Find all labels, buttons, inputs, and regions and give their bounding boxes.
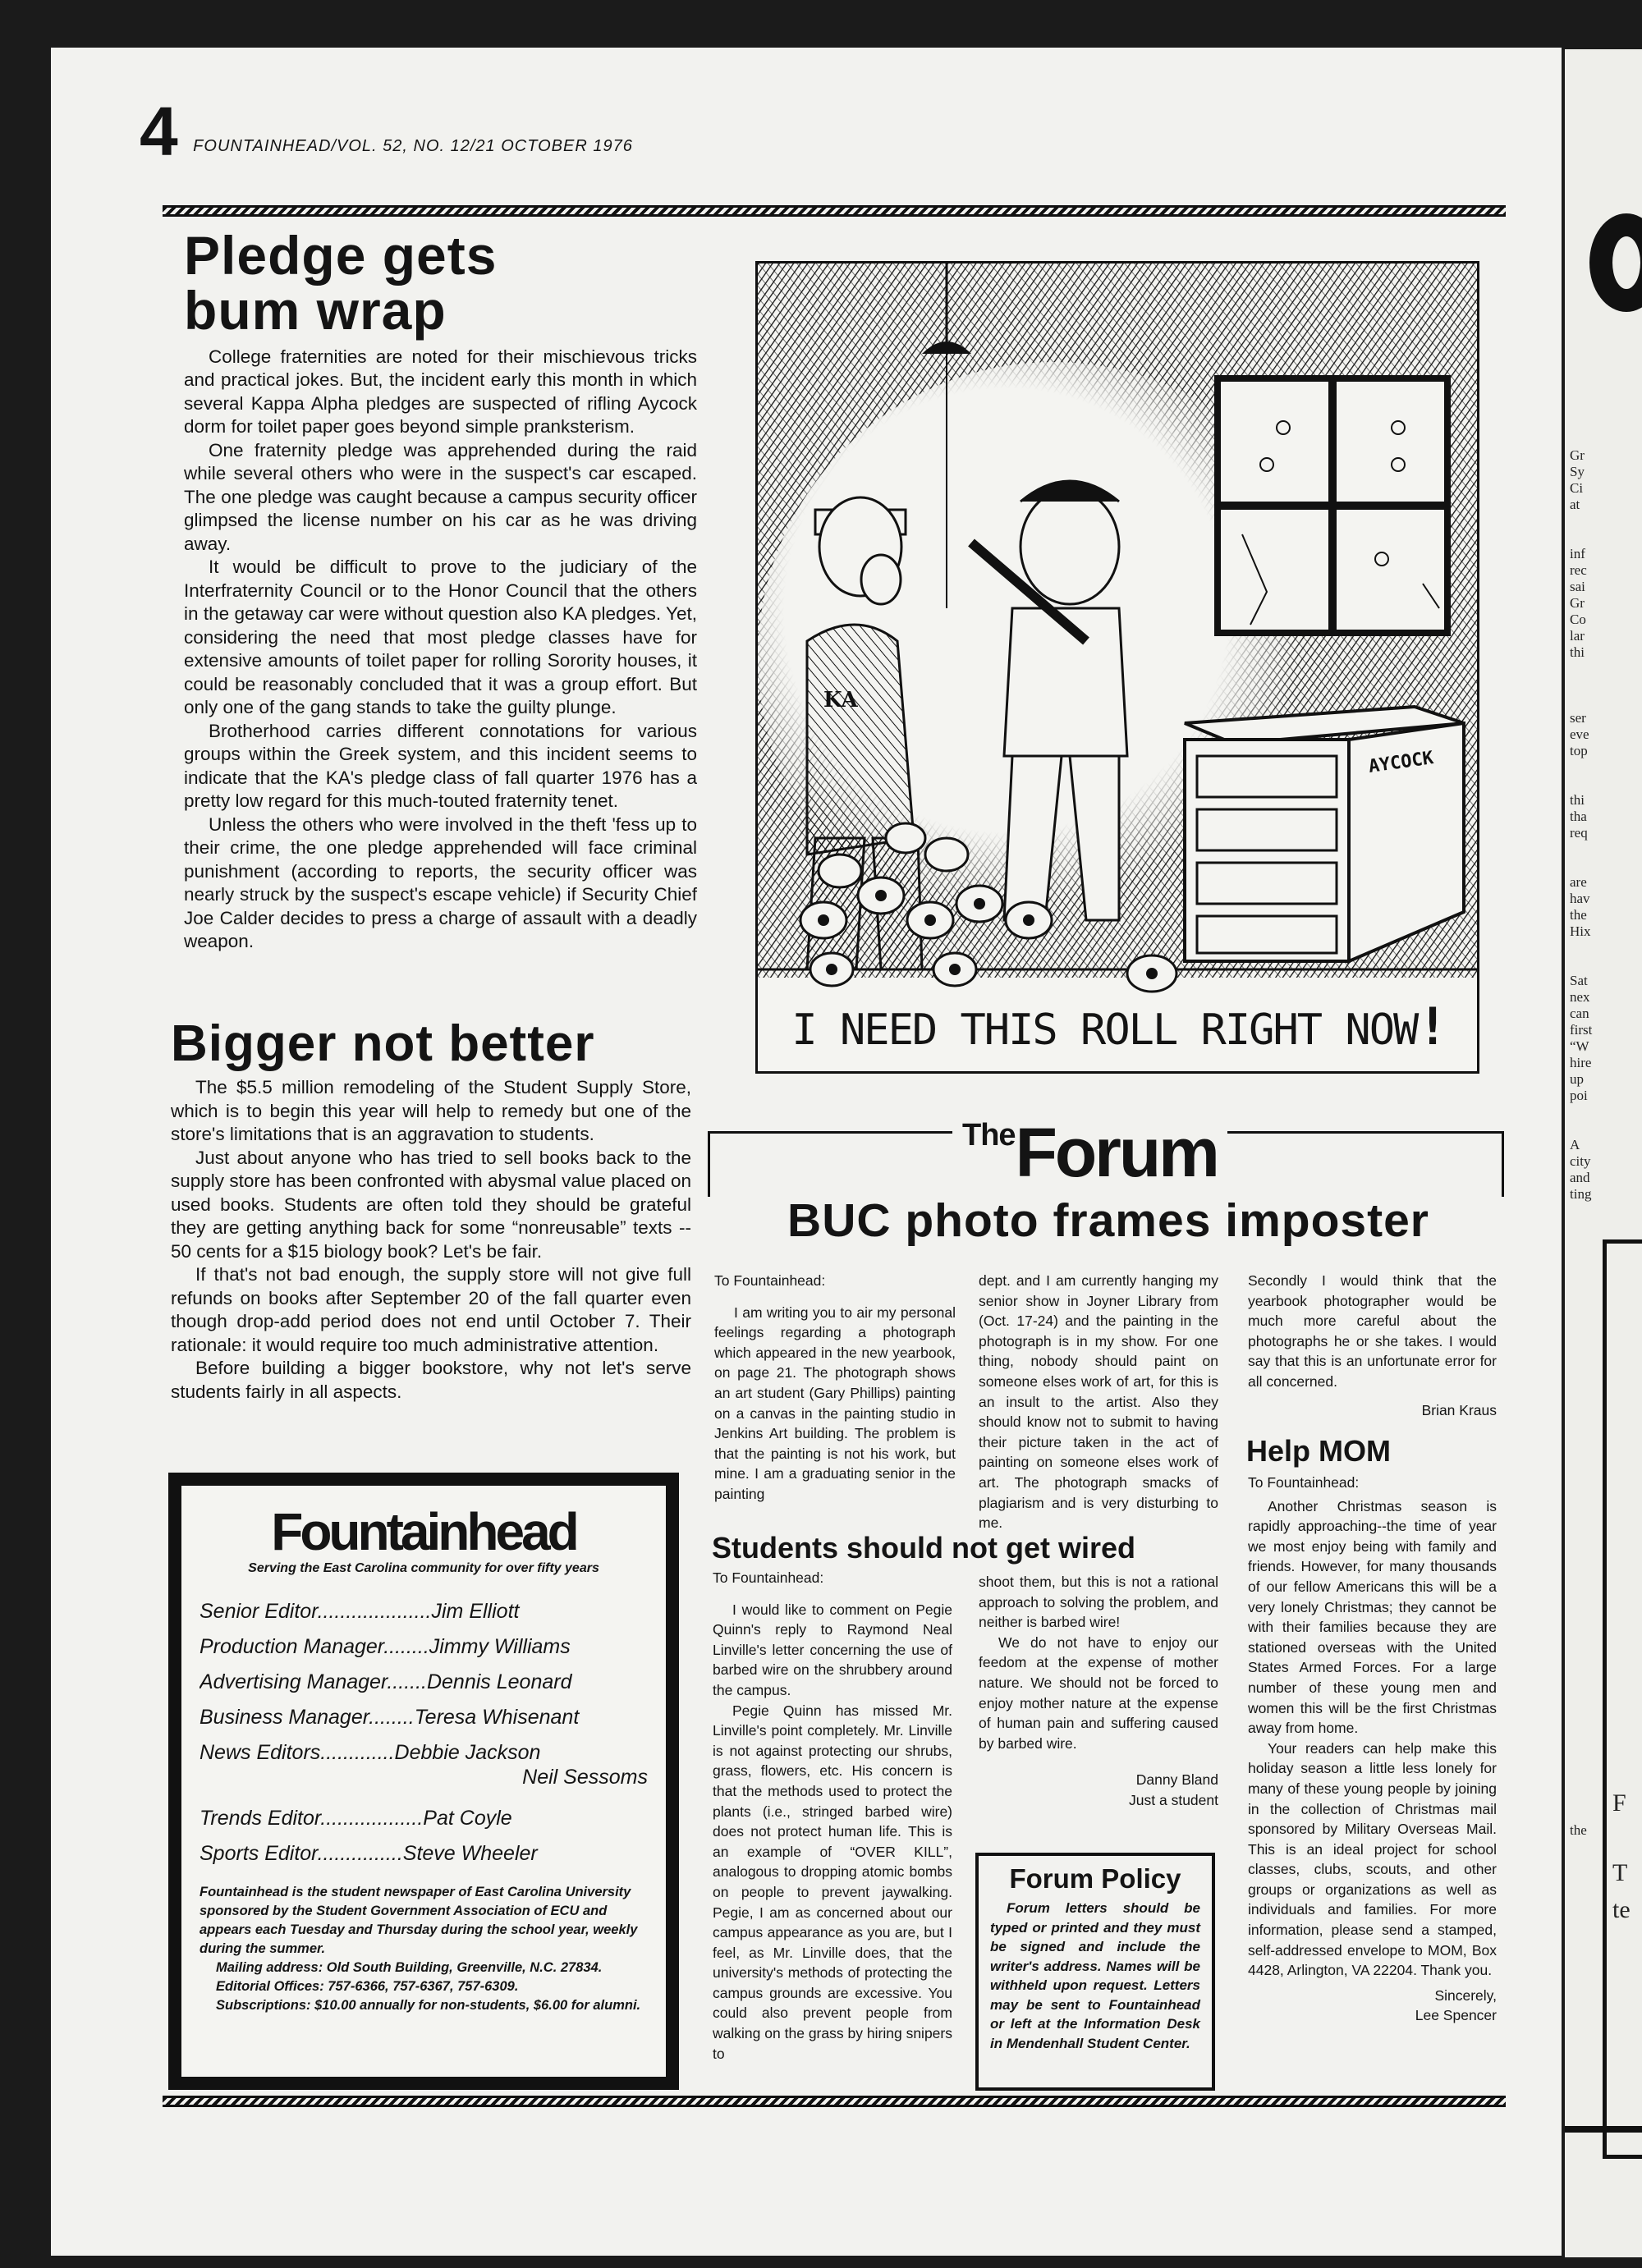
editorial-cartoon	[755, 261, 1479, 1074]
adjacent-text-fragment: lar	[1570, 628, 1585, 644]
forum-the: The	[962, 1118, 1016, 1152]
adjacent-text-fragment: “W	[1570, 1038, 1589, 1054]
paragraph: College fraternities are noted for their mischievous tricks and practical jokes. But, the incident early this month in which several Kappa Alpha pledges are suspected of rifling Aycock dorm for toilet paper goes beyond simple pranksterism.	[184, 346, 697, 438]
adjacent-text-fragment: at	[1570, 497, 1580, 512]
staff-line: Sports Editor...............Steve Wheeler	[200, 1842, 538, 1865]
letter-signature: Just a student	[1129, 1791, 1218, 1808]
adjacent-text-fragment: Gr	[1570, 447, 1585, 463]
adjacent-text-fragment: can	[1570, 1006, 1589, 1021]
adjacent-text-fragment: the	[1570, 907, 1587, 923]
letter-text: I am writing you to air my personal feelings regarding a photograph which appeared in the new yearbook, on page 21. The photograph shows an art student (Gary Phillips) painting on a canvas in the painting studio in Jenkins Art building. The problem is that the painting is not his work, but mine. I am a graduating senior in the painting	[714, 1304, 956, 1502]
dresser-label: AYCOCK	[1367, 748, 1435, 777]
info-line: Editorial Offices: 757-6366, 757-6367, 757-6309.	[216, 1979, 519, 1994]
editorial-headline: Pledge gets bum wrap	[184, 225, 498, 341]
letter-wired-headline: Students should not get wired	[712, 1531, 1135, 1565]
adjacent-text-fragment: inf	[1570, 546, 1585, 561]
info-line: Subscriptions: $10.00 annually for non-students, $6.00 for alumni.	[216, 1998, 641, 2013]
adjacent-text-fragment: sai	[1570, 579, 1585, 594]
letter-text: Secondly I would think that the yearbook photographer would be much more careful about the photographs he or she takes. I would say that this is an unfortunate error for all concerned.	[1248, 1272, 1497, 1390]
adjacent-text-fragment: hire	[1570, 1055, 1592, 1070]
editorial-bigger	[171, 1015, 691, 1404]
adjacent-text-fragment: up	[1570, 1071, 1584, 1087]
adjacent-text-fragment: Hix	[1570, 923, 1591, 939]
adjacent-text-fragment: F	[1612, 1789, 1626, 1817]
paragraph: Just about anyone who has tried to sell books back to the supply store has been confronted with abysmal value placed on used books. Students are often told they should be grateful they are getting anything back for some “nonreusable” texts -- 50 cents for a $15 biology book? Let's be fair.	[171, 1147, 691, 1262]
adjacent-page-rule	[1565, 2126, 1642, 2133]
adjacent-text-fragment: and	[1570, 1170, 1590, 1185]
top-decorative-rule	[163, 205, 1506, 217]
issue-line: FOUNTAINHEAD/VOL. 52, NO. 12/21 OCTOBER 1976	[193, 137, 633, 155]
letter-text: dept. and I am currently hanging my senior show in Joyner Library from (Oct. 17-24) and the painting in the photograph is in my show. For one thing, nobody should paint on someone elses work of art, for this is an insult to the artist. Also they should know not to submit to having their picture taken in the act of painting on someone elses work of art. The photograph smacks of plagiarism and is very disturbing to me.	[979, 1272, 1218, 1532]
forum-policy-text: Forum letters should be typed or printed and they must be signed and include the writer's address. Names will be withheld upon request. Letters may be sent to Fountainhead or left at the Information Desk in Mendenhall Student Center.	[990, 1900, 1200, 2051]
cartoon-caption	[782, 997, 1456, 1056]
forum-policy-box	[975, 1853, 1215, 2091]
info-line: Mailing address: Old South Building, Greenville, N.C. 27834.	[216, 1960, 603, 1975]
letter-mom-headline: Help MOM	[1246, 1434, 1391, 1468]
adjacent-text-fragment: T	[1612, 1859, 1628, 1886]
page-folio	[140, 93, 633, 170]
masthead-logo: Fountainhead	[271, 1502, 576, 1561]
adjacent-text-fragment: are	[1570, 874, 1587, 890]
letter-signature: Brian Kraus	[1421, 1401, 1497, 1418]
staff-line: Trends Editor..................Pat Coyle	[200, 1807, 512, 1830]
caption-text: I NEED THIS ROLL RIGHT NOW	[791, 1006, 1418, 1055]
adjacent-text-fragment: req	[1570, 825, 1588, 841]
adjacent-text-fragment: rec	[1570, 562, 1587, 578]
caption-exclaim: !	[1417, 997, 1447, 1056]
paragraph: The $5.5 million remodeling of the Student Supply Store, which is to begin this year will help to remedy but one of the store's limitations that is an aggravation to students.	[171, 1077, 691, 1145]
editorial-body	[184, 346, 697, 954]
adjacent-text-fragment: nex	[1570, 989, 1590, 1005]
staff-list	[200, 1594, 648, 1872]
staff-line: Production Manager........Jimmy Williams	[200, 1635, 571, 1658]
forum-headline: BUC photo frames imposter	[787, 1194, 1429, 1247]
cartoon-drawing	[758, 263, 1479, 1074]
adjacent-text-fragment: first	[1570, 1022, 1593, 1038]
letter-buc-col1	[714, 1271, 956, 1505]
staff-line: Neil Sessoms	[522, 1766, 648, 1789]
letter-mom-body	[1248, 1473, 1497, 2026]
paragraph: Before building a bigger bookstore, why not let's serve students fairly in all aspects.	[171, 1358, 691, 1402]
letter-text: Another Christmas season is rapidly approaching--the time of year we most enjoy being with family and friends. However, for many thousands of our fellow Americans this will be a very lonely Christmas; they cannot be with their families because they are stationed overseas with the United States Armed Forces. For a large number of these young men and women this will be the first Christmas away from home.	[1248, 1497, 1497, 1737]
adjacent-text-fragment: tha	[1570, 809, 1587, 824]
letter-text: Pegie Quinn has missed Mr. Linville's point completely. Mr. Linville is not against protecting our shrubs, grass, flowers, etc. His concern is that the methods used to protect the plants (i.e., stringed barbed wire) does not protect human life. This is an example of “OVER KILL”, analogous to dropping atomic bombs on people to prevent jaywalking. Pegie, I am as concerned about our campus appearance as you are, but I feel, as Mr. Linville does, that the university's methods of protecting the campus grounds are excessive. You could also prevent people from walking on the grass by hiring snipers to	[713, 1702, 952, 2062]
letter-text: We do not have to enjoy our feedom at the expense of mother nature. We should not be forced to enjoy mother nature at the expense of human pain and suffering caused by barbed wire.	[979, 1633, 1218, 1752]
editorial-body	[171, 1076, 691, 1404]
masthead-tagline: Serving the East Carolina community for over fifty years	[248, 1561, 599, 1575]
paragraph: It would be difficult to prove to the judiciary of the Interfraternity Council or to the Honor Council that the others in the getaway car were without question also KA pledges. Yet, considering the need that most pledge classes have for extensive amounts of toilet paper for rolling Sorority houses, it could be reasonably concluded that it was a group effort. But only one of the gang stands to take the guilty plunge.	[184, 557, 697, 718]
adjacent-text-fragment: top	[1570, 743, 1588, 758]
adjacent-text-fragment: Sy	[1570, 464, 1585, 479]
letter-buc-col3	[1248, 1271, 1497, 1420]
adjacent-text-fragment: eve	[1570, 726, 1589, 742]
adjacent-text-fragment: ting	[1570, 1186, 1592, 1202]
adjacent-text-fragment: ser	[1570, 710, 1586, 726]
letter-salutation: To Fountainhead:	[714, 1272, 826, 1289]
adjacent-page-box	[1603, 1239, 1642, 2159]
adjacent-text-fragment: thi	[1570, 792, 1585, 808]
adjacent-text-fragment: Sat	[1570, 973, 1588, 988]
info-line: Fountainhead is the student newspaper of East Carolina University sponsored by the Student Government Association of ECU and appears each Tuesday and Thursday during the school year, weekly during the summer.	[200, 1885, 638, 1956]
letter-text: shoot them, but this is not a rational approach to solving the problem, and neither is barbed wire!	[979, 1574, 1218, 1631]
adjacent-text-fragment: Ci	[1570, 480, 1584, 496]
adjacent-text-fragment: city	[1570, 1153, 1591, 1169]
paragraph: One fraternity pledge was apprehended during the raid while several others who were in the suspect's car escaped. The one pledge was caught because a campus security officer glimpsed the license number on his car as he was driving away.	[184, 439, 697, 554]
adjacent-text-fragment: te	[1612, 1896, 1631, 1923]
letter-wired-col1	[713, 1568, 952, 2064]
forum-title	[952, 1114, 1227, 1191]
letter-salutation: To Fountainhead:	[713, 1569, 824, 1586]
letter-text: I would like to comment on Pegie Quinn's reply to Raymond Neal Linville's letter concerning the use of barbed wire on the shrubbery around the campus.	[713, 1601, 952, 1698]
adjacent-text-fragment: thi	[1570, 644, 1585, 660]
paragraph: Brotherhood carries different connotations for various groups within the Greek system, and this incident seems to indicate that the KA's pledge class of fall quarter 1976 has a pretty low regard for this much-touted fraternity tenet.	[184, 720, 697, 812]
forum-policy-title: Forum Policy	[1009, 1863, 1181, 1894]
letter-salutation: To Fountainhead:	[1248, 1474, 1360, 1491]
staff-line: Advertising Manager.......Dennis Leonard	[200, 1670, 572, 1693]
letter-signature: Danny Bland	[1135, 1771, 1218, 1789]
bottom-decorative-rule	[163, 2096, 1506, 2107]
staff-line: Business Manager........Teresa Whisenant	[200, 1706, 580, 1729]
letter-wired-col2	[979, 1572, 1218, 1811]
adjacent-text-fragment: hav	[1570, 891, 1590, 906]
adjacent-text-fragment: Gr	[1570, 595, 1585, 611]
adjacent-text-fragment: the	[1570, 1822, 1587, 1838]
adjacent-text-fragment: A	[1570, 1137, 1580, 1152]
masthead-info	[200, 1883, 648, 2015]
paragraph: If that's not bad enough, the supply store will not give full refunds on books after September 20 of the fall quarter even though drop-add period does not end until October 7. Their rationale: it would require too much administrative attention.	[171, 1264, 691, 1355]
staff-line: News Editors.............Debbie Jackson	[200, 1741, 541, 1764]
paragraph: Unless the others who were involved in the theft 'fess up to their crime, the one pledge apprehended will face criminal punishment (according to reports, the security officer was nearly struck by the suspect's escape vehicle) if Security Chief Joe Calder decides to press a charge of assault with a deadly weapon.	[184, 813, 697, 952]
large-letter-fragment	[1589, 213, 1642, 312]
letter-signature: Lee Spencer	[1415, 2007, 1497, 2024]
letter-buc-col2	[979, 1271, 1218, 1533]
forum-name: Forum	[1015, 1114, 1218, 1191]
adjacent-text-fragment: Co	[1570, 612, 1586, 627]
jacket-label: KA	[823, 688, 858, 712]
adjacent-page-edge	[1565, 49, 1642, 2257]
letter-text: Your readers can help make this holiday season a little less lonely for many of these young people by joining in the collection of Christmas mail sponsored by Military Overseas Mail. This is an ideal project for school classes, clubs, scouts, and other groups or organizations as well as individuals and families. For more information, please send a stamped, self-addressed envelope to MOM, Box 4428, Arlington, VA 22204. Thank you.	[1248, 1739, 1497, 1979]
editorial-pledge	[184, 225, 697, 954]
page-number: 4	[140, 93, 178, 170]
letter-signature: Sincerely,	[1434, 1986, 1497, 2004]
editorial-headline: Bigger not better	[171, 1015, 595, 1072]
masthead-box	[168, 1473, 679, 2090]
staff-line: Senior Editor....................Jim Elliott	[200, 1600, 520, 1623]
adjacent-text-fragment: poi	[1570, 1088, 1588, 1103]
